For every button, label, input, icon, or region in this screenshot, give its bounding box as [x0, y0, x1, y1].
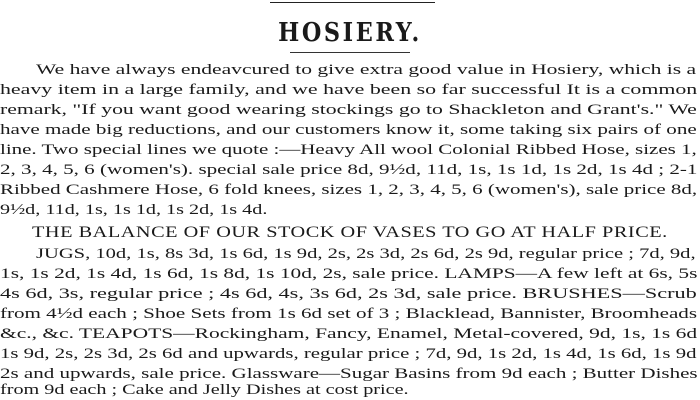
hosiery-line: line. Two special lines we quote :—Heavy All wool Colonial Ribbed Hose, sizes 1, — [0, 141, 697, 158]
vases-subheading: THE BALANCE OF OUR STOCK OF VASES TO GO AT HALF PRICE. — [32, 224, 668, 241]
hosiery-line: heavy item in a large family, and we have been so far successful It is a common — [0, 81, 698, 98]
vases-line: 4s 6d, 3s, regular price ; 4s 6d, 4s, 3s 6d, 2s 3d, sale price. BRUSHES—Scrub — [0, 285, 697, 302]
vases-line: 1s 9d, 2s, 2s 3d, 2s 6d and upwards, regular price ; 7d, 9d, 1s 2d, 1s 4d, 1s 6d, 1s 9d — [0, 345, 697, 362]
vases-line: from 4½d each ; Shoe Sets from 1s 6d set of 3 ; Blacklead, Bannister, Broomheads — [0, 305, 698, 322]
vases-line: from 9d each ; Cake and Jelly Dishes at cost price. — [0, 381, 409, 398]
hosiery-line: have made big reductions, and our customers know it, some taking six pairs of one — [0, 121, 697, 138]
vases-line: 2s and upwards, sale price. Glassware—Sugar Basins from 9d each ; Butter Dishes — [0, 365, 698, 382]
vases-line: JUGS, 10d, 1s, 8s 3d, 1s 6d, 1s 9d, 2s, 2s 3d, 2s 6d, 2s 9d, regular price ; 7d, 9d, — [36, 245, 696, 262]
vases-line: 1s, 1s 2d, 1s 4d, 1s 6d, 1s 8d, 1s 10d, 2s, sale price. LAMPS—A few left at 6s, 5s — [0, 265, 698, 282]
heading-underline — [290, 52, 410, 53]
hosiery-line: We have always endeavcured to give extra good value in Hosiery, which is a — [36, 61, 697, 78]
hosiery-line: Ribbed Cashmere Hose, 6 fold knees, sizes 1, 2, 3, 4, 5, 6 (women's), sale price 8d, — [0, 181, 698, 198]
section-heading: HOSIERY. — [278, 18, 422, 48]
vases-line: &c., &c. TEAPOTS—Rockingham, Fancy, Enamel, Metal-covered, 9d, 1s, 1s 6d — [0, 325, 698, 342]
hosiery-line: 2, 3, 4, 5, 6 (women's). special sale price 8d, 9½d, 11d, 1s, 1s 1d, 1s 2d, 1s 4d ; 2-1 — [0, 161, 698, 178]
hosiery-line: 9½d, 11d, 1s, 1s 1d, 1s 2d, 1s 4d. — [0, 201, 268, 218]
hosiery-line: remark, "If you want good wearing stockings go to Shackleton and Grant's." We — [0, 101, 697, 118]
top-rule — [270, 2, 435, 3]
